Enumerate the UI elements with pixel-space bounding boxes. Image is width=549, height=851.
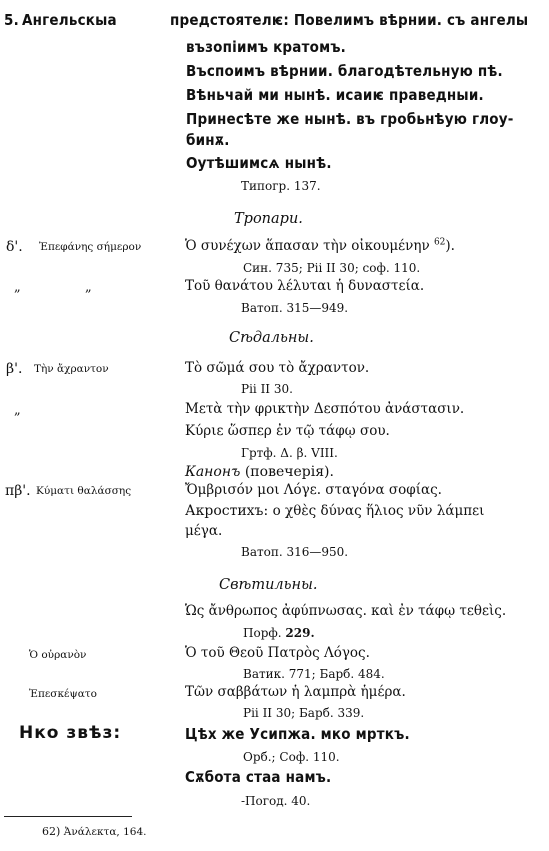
footnote-divider — [4, 816, 132, 817]
model-incipit-slavonic: Нко звѣз: — [19, 723, 122, 743]
ditto-mark: „ — [14, 280, 21, 295]
acrostic-continuation: μέγα. — [185, 523, 223, 539]
hymn-line: Μετὰ τὴν φρικτὴν Δεσπότου ἀνάστασιν. — [185, 401, 465, 417]
hymn-line: бинѫ. — [186, 131, 230, 149]
ditto-mark: „ — [14, 403, 21, 418]
hymn-line: Цѣх же Усипжа. мко мрткъ. — [185, 725, 410, 743]
source-ref: Ватик. 771; Барб. 484. — [243, 667, 385, 681]
footnote: 62) Ἀνάλεκτα, 164. — [42, 825, 147, 838]
source-ref: Pii II 30. — [241, 382, 293, 396]
model-incipit: Τὴν ἄχραντον — [34, 363, 109, 375]
tone-number: δ'. — [6, 239, 23, 255]
hymn-line: възопіимъ кратомъ. — [186, 38, 346, 56]
hymn-line: Ὁ τοῦ Θεοῦ Πατρὸς Λόγος. — [185, 645, 370, 661]
model-incipit: Ἐπεφάνης σήμερον — [39, 241, 142, 253]
section-heading: Тропари. — [234, 211, 303, 227]
ditto-mark: „ — [85, 280, 92, 295]
hymn-line: Вѣньчай ми нынѣ. исаиѥ праведныи. — [186, 86, 484, 104]
section-heading: Сѣдальны. — [229, 330, 314, 346]
canon-title: Канонъ (повечерія). — [185, 464, 334, 480]
source-ref: Порф. 229. — [243, 626, 315, 640]
hymn-line: Τὸ σῶμά σου τὸ ἄχραντον. — [185, 360, 370, 376]
source-ref: Син. 735; Pii II 30; соф. 110. — [243, 261, 421, 275]
hymn-line: Оутѣшимсѧ нынѣ. — [186, 154, 332, 172]
tone-number: πβ'. — [5, 483, 31, 499]
section-heading: Свѣтильны. — [219, 577, 318, 593]
hymn-line: Принесѣте же нынѣ. въ гробьнѣую глоу- — [186, 110, 514, 128]
hymn-line: Ὡς ἄνθρωπος ἀφύπνωσας. καὶ ἐν τάφῳ τεθεὶς. — [185, 603, 507, 619]
source-ref: -Погод. 40. — [241, 794, 311, 808]
model-incipit: Ὁ οὐρανὸν — [29, 649, 87, 661]
hymn-line: Τῶν σαββάτων ἡ λαμπρὰ ἡμέρα. — [185, 684, 406, 700]
source-ref: Pii II 30; Барб. 339. — [243, 706, 365, 720]
source-ref: Ватоп. 316—950. — [241, 545, 349, 559]
hymn-line: Въспоимъ вѣрнии. благодѣтельную пѣ. — [186, 62, 503, 80]
hymn-line: Κύριε ὥσπερ ἐν τῷ τάφῳ σου. — [185, 423, 390, 439]
tone-number: β'. — [6, 361, 23, 377]
hymn-line: предстоятелѥ: Повелимъ вѣрнии. съ ангелы — [170, 11, 529, 29]
model-incipit: Κύματι θαλάσσης — [36, 485, 132, 497]
source-ref: Орб.; Соф. 110. — [243, 750, 340, 764]
model-incipit: Ἐπεσκέψατο — [29, 688, 97, 700]
footnote-ref: 62 — [433, 237, 446, 248]
hymn-line: Ὄμβρισόν μοι Λόγε. σταγόνα σοφίας. — [185, 482, 442, 498]
entry-number: 5. — [4, 11, 19, 29]
source-ref: Ватоп. 315—949. — [241, 301, 349, 315]
source-ref: Типогр. 137. — [241, 179, 321, 193]
hymn-line: Τοῦ θανάτου λέλυται ἡ δυναστεία. — [185, 278, 425, 294]
entry-lead: Ангельскыа — [22, 11, 117, 29]
hymn-line: Сѫбота стаа намъ. — [185, 768, 332, 786]
acrostic: Акростихъ: ο χθὲς δύνας ἥλιος νῦν λάμπει — [185, 503, 485, 519]
hymn-line: Ὁ συνέχων ἅπασαν τὴν οἰκουμένην $^{62}$). — [185, 237, 455, 254]
source-ref: Гртф. Δ. β. VIII. — [241, 446, 338, 460]
